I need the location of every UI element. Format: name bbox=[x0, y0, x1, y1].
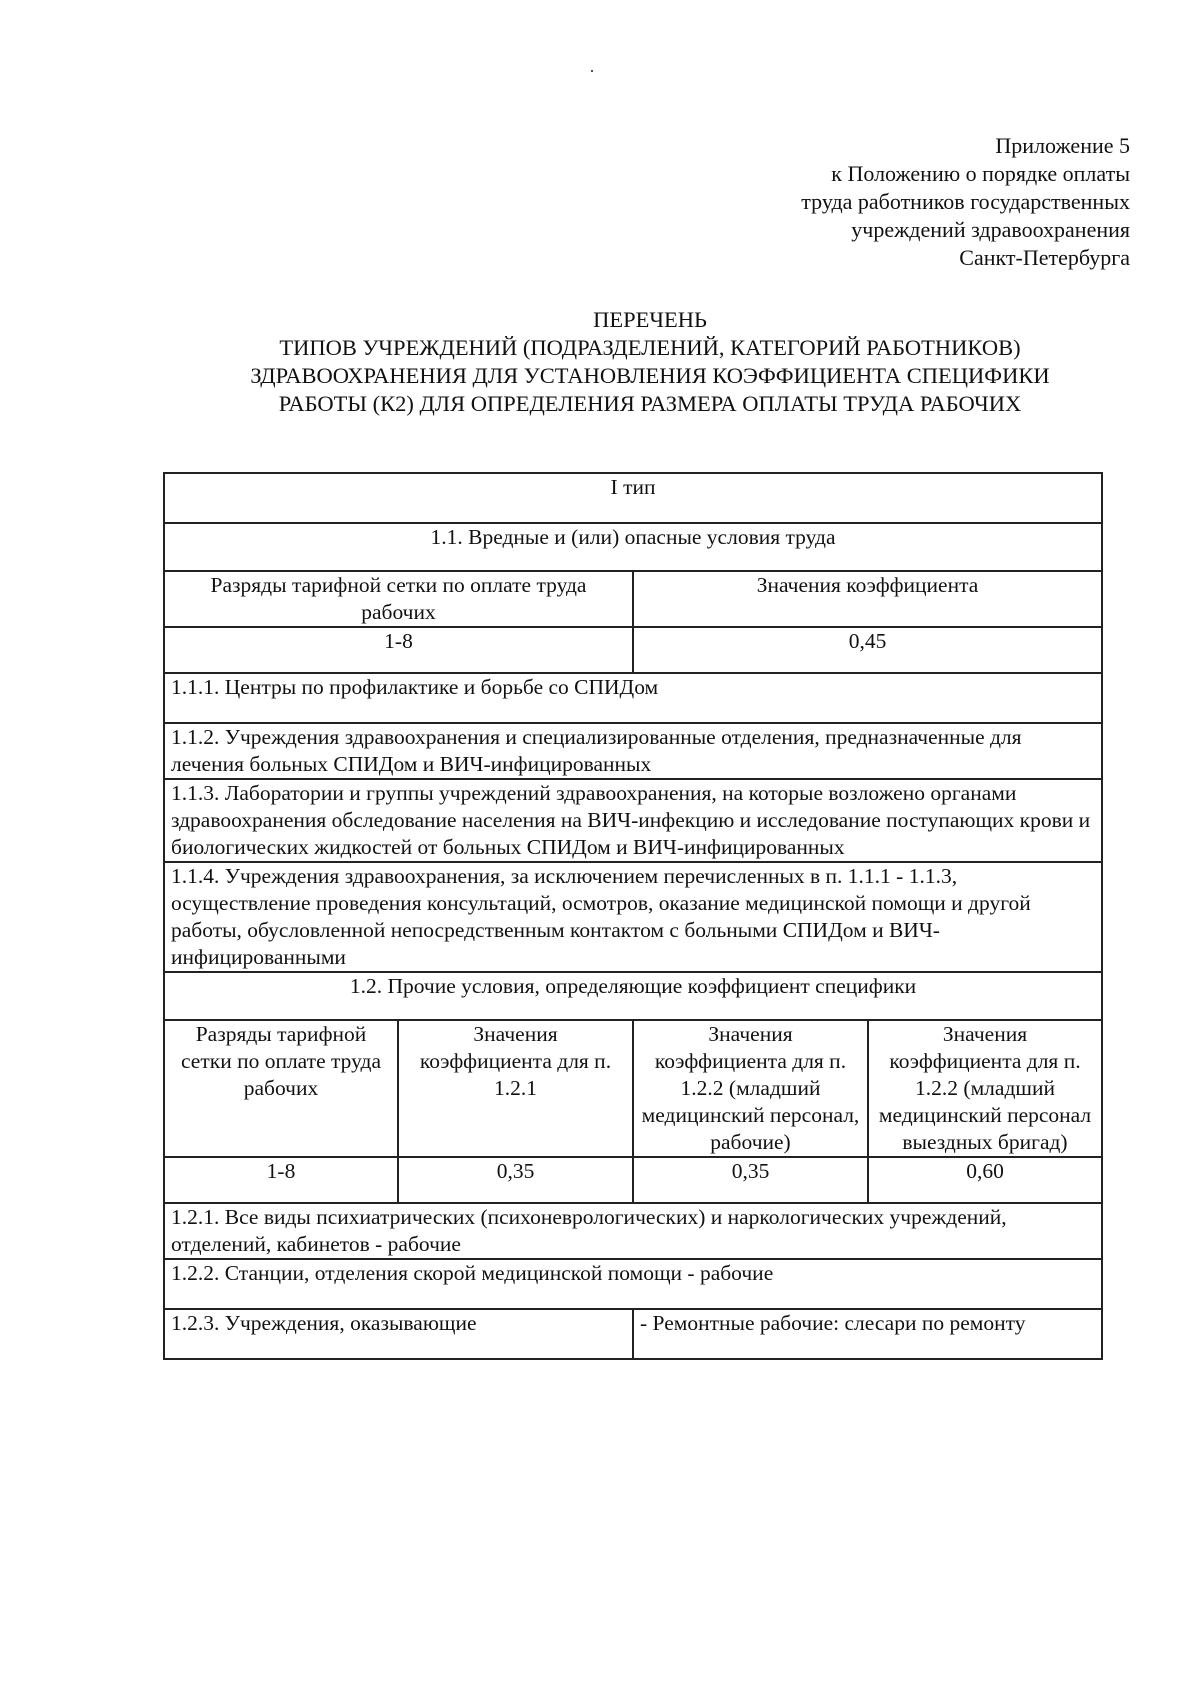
heading-line: РАБОТЫ (К2) ДЛЯ ОПРЕДЕЛЕНИЯ РАЗМЕРА ОПЛАТЫ ТРУДА РАБОЧИХ bbox=[278, 391, 1022, 416]
value-cell: 0,60 bbox=[868, 1157, 1102, 1203]
table-row bbox=[164, 673, 1102, 723]
item-1-1-2: 1.1.2. Учреждения здравоохранения и специализированные отделения, предназначенные для лечения больных СПИДом и ВИЧ-инфицированных bbox=[164, 723, 1102, 779]
item-1-1-3: 1.1.3. Лаборатории и группы учреждений здравоохранения, на которые возложено органами здравоохранения обследование населения на ВИЧ-инфекцию и исследование поступающих крови и биологических жидкостей от больных СПИДом и ВИЧ-инфицированных bbox=[164, 779, 1102, 862]
col-header-grade: Разряды тарифной сетки по оплате труда рабочих bbox=[164, 1020, 398, 1157]
table-row bbox=[164, 862, 1102, 972]
section-1-1-title: 1.1. Вредные и (или) опасные условия труда bbox=[164, 523, 1102, 571]
table-row bbox=[164, 627, 1102, 673]
table-row bbox=[164, 523, 1102, 571]
col-header-1-2-1: Значения коэффициента для п. 1.2.1 bbox=[398, 1020, 633, 1157]
value-cell: 0,35 bbox=[398, 1157, 633, 1203]
heading-line: ПЕРЕЧЕНЬ bbox=[593, 307, 707, 332]
appendix-block bbox=[530, 132, 1130, 272]
appendix-line: Санкт-Петербурга bbox=[959, 245, 1130, 270]
heading-line: ТИПОВ УЧРЕЖДЕНИЙ (ПОДРАЗДЕЛЕНИЙ, КАТЕГОРИЙ РАБОТНИКОВ) bbox=[279, 335, 1021, 360]
section-1-2-title: 1.2. Прочие условия, определяющие коэффициент специфики bbox=[164, 972, 1102, 1020]
appendix-line: Приложение 5 bbox=[995, 133, 1130, 158]
scan-speck bbox=[591, 70, 593, 72]
grade-cell: 1-8 bbox=[164, 627, 633, 673]
table-row bbox=[164, 1020, 1102, 1157]
table-row bbox=[164, 1259, 1102, 1309]
col-header-grade: Разряды тарифной сетки по оплате труда рабочих bbox=[164, 571, 633, 627]
item-1-1-1: 1.1.1. Центры по профилактике и борьбе со СПИДом bbox=[164, 673, 1102, 723]
table-row bbox=[164, 972, 1102, 1020]
grade-cell: 1-8 bbox=[164, 1157, 398, 1203]
item-1-2-2: 1.2.2. Станции, отделения скорой медицинской помощи - рабочие bbox=[164, 1259, 1102, 1309]
table-row bbox=[164, 723, 1102, 779]
item-1-2-3-left: 1.2.3. Учреждения, оказывающие bbox=[164, 1309, 633, 1359]
table-row bbox=[164, 1309, 1102, 1359]
value-cell: 0,45 bbox=[633, 627, 1102, 673]
heading-line: ЗДРАВООХРАНЕНИЯ ДЛЯ УСТАНОВЛЕНИЯ КОЭФФИЦИЕНТА СПЕЦИФИКИ bbox=[250, 363, 1050, 388]
appendix-line: к Положению о порядке оплаты bbox=[831, 161, 1130, 186]
item-1-2-1: 1.2.1. Все виды психиатрических (психоневрологических) и наркологических учреждений, отделений, кабинетов - рабочие bbox=[164, 1203, 1102, 1259]
table-row bbox=[164, 779, 1102, 862]
appendix-line: учреждений здравоохранения bbox=[851, 217, 1130, 242]
type-title-cell: I тип bbox=[164, 473, 1102, 523]
coefficient-table bbox=[163, 472, 1103, 1360]
table-row bbox=[164, 1203, 1102, 1259]
item-1-1-4: 1.1.4. Учреждения здравоохранения, за исключением перечисленных в п. 1.1.1 - 1.1.3, осуществление проведения консультаций, осмотров, оказание медицинской помощи и другой работы, обусловленной непосредственным контактом с больными СПИДом и ВИЧ-инфицированными bbox=[164, 862, 1102, 972]
document-heading bbox=[160, 306, 1140, 418]
value-cell: 0,35 bbox=[633, 1157, 868, 1203]
table-row bbox=[164, 473, 1102, 523]
col-header-value: Значения коэффициента bbox=[633, 571, 1102, 627]
col-header-1-2-2-workers: Значения коэффициента для п. 1.2.2 (младший медицинский персонал, рабочие) bbox=[633, 1020, 868, 1157]
table-row bbox=[164, 1157, 1102, 1203]
appendix-line: труда работников государственных bbox=[801, 189, 1130, 214]
table-row bbox=[164, 571, 1102, 627]
col-header-1-2-2-brigades: Значения коэффициента для п. 1.2.2 (младший медицинский персонал выездных бригад) bbox=[868, 1020, 1102, 1157]
item-1-2-3-right: - Ремонтные рабочие: слесари по ремонту bbox=[633, 1309, 1102, 1359]
